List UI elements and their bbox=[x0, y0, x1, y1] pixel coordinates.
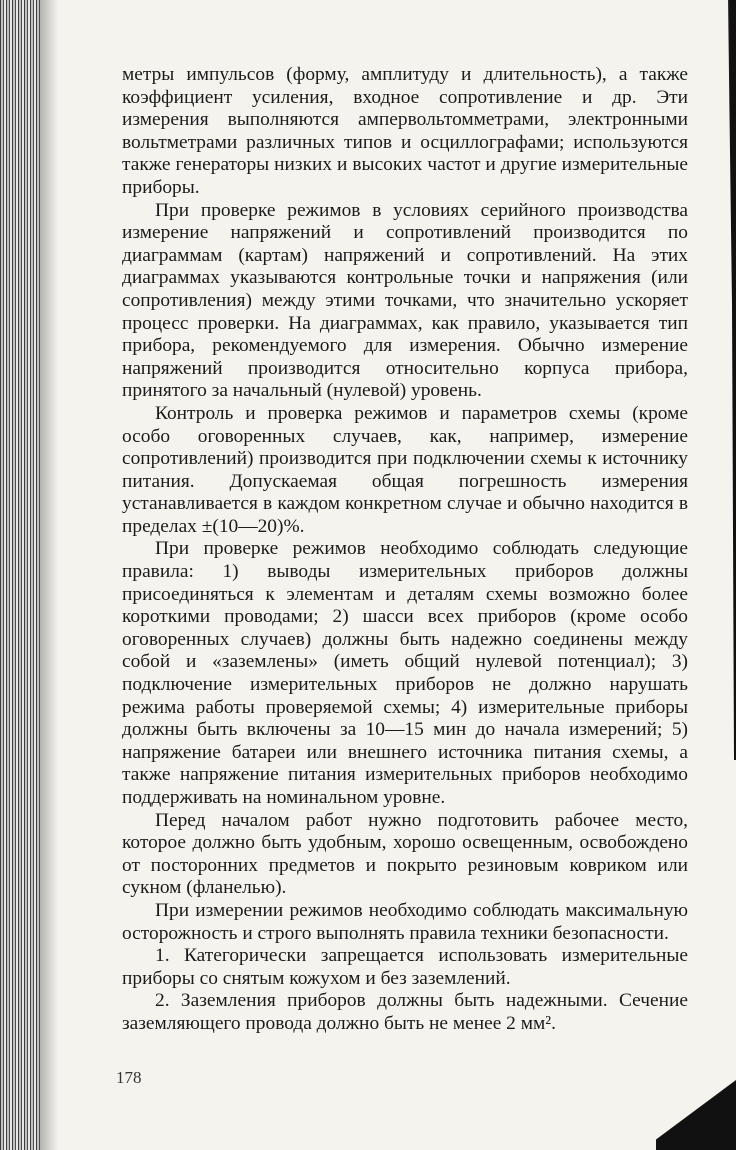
paragraph-rules: При проверке режимов необходимо соблюдать следующие правила: 1) выводы измерительных приборов должны присоединяться к элементам и деталям схемы возможно более короткими проводами; 2) шасси всех приборов (кроме особо оговоренных случаев) должны быть надежно соединены между собой и «заземлены» (иметь общий нулевой потенциал); 3) подключение измерительных приборов не должно нарушать режима работы проверяемой схемы; 4) измерительные приборы должны быть включены за 10—15 мин до начала измерений; 5) напряжение батареи или внешнего источника питания схемы, а также напряжение питания измерительных приборов необходимо поддерживать на номинальном уровне. bbox=[122, 538, 688, 808]
page-binding-edge bbox=[0, 0, 40, 1150]
paragraph-rule-1: 1. Категорически запрещается использовать измерительные приборы со снятым кожухом и без заземлений. bbox=[122, 945, 688, 989]
paragraph-serial-production: При проверке режимов в условиях серийного производства измерение напряжений и сопротивлений производится по диаграммам (картам) напряжений и сопротивлений. На этих диаграммах указываются контрольные точки и напряжения (или сопротивления) между этими точками, что значительно ускоряет процесс проверки. На диаграммах, как правило, указывается тип прибора, рекомендуемого для измерения. Обычно измерение напряжений производится относительно корпуса прибора, принятого за начальный (нулевой) уровень. bbox=[122, 199, 688, 402]
paragraph-rule-2: 2. Заземления приборов должны быть надежными. Сечение заземляющего провода должно быть не менее 2 мм². bbox=[122, 990, 688, 1034]
page-number: 178 bbox=[116, 1068, 142, 1087]
scan-edge-mark-top bbox=[716, 0, 736, 760]
paragraph-control-check: Контроль и проверка режимов и параметров схемы (кроме особо оговоренных случаев, как, например, измерение сопротивлений) производится при подключении схемы к источнику питания. Допускаемая общая погрешность измерения устанавливается в каждом конкретном случае и обычно находится в пределах ±(10—20)%. bbox=[122, 402, 688, 537]
page-body-text bbox=[122, 64, 688, 1036]
paragraph-safety: При измерении режимов необходимо соблюдать максимальную осторожность и строго выполнять правила техники безопасности. bbox=[122, 899, 688, 944]
scan-edge-mark-bottom bbox=[656, 1080, 736, 1150]
paragraph-continuation: метры импульсов (форму, амплитуду и длительность), а также коэффициент усиления, входное сопротивление и др. Эти измерения выполняются ампервольтомметрами, электронными вольтметрами различных типов и осциллографами; используются также генераторы низких и высоких частот и другие измерительные приборы. bbox=[122, 64, 688, 198]
binding-shadow bbox=[40, 0, 58, 1150]
paragraph-workplace: Перед началом работ нужно подготовить рабочее место, которое должно быть удобным, хорошо освещенным, освобождено от посторонних предметов и покрыто резиновым ковриком или сукном (фланелью). bbox=[122, 809, 688, 899]
